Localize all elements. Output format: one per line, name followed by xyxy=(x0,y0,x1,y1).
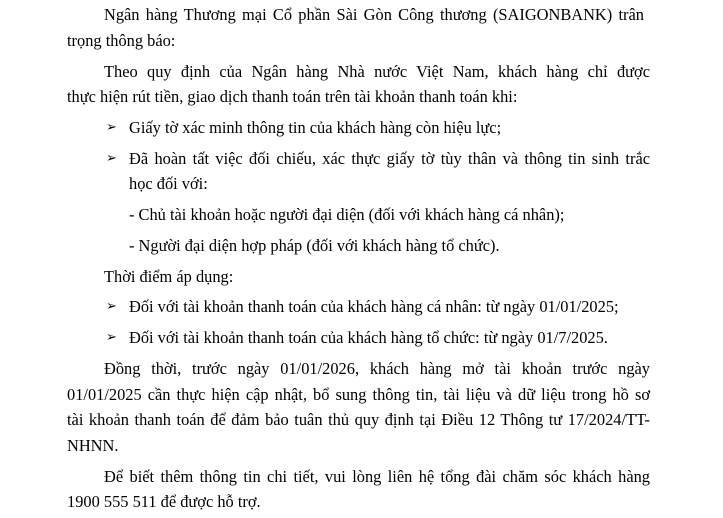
regulation-line-2: thực hiện rút tiền, giao dịch thanh toán trên tài khoản thanh toán khi: xyxy=(67,87,518,106)
condition-item-2-line-1: Đã hoàn tất việc đối chiếu, xác thực giấy tờ tùy thân và thông tin sinh trắc xyxy=(129,149,650,168)
condition-sub-item-2: - Người đại diện hợp pháp (đối với khách hàng tổ chức). xyxy=(129,236,500,255)
contact-line-2: 1900 555 511 để được hỗ trợ. xyxy=(67,492,261,511)
intro-line-1: Ngân hàng Thương mại Cổ phần Sài Gòn Công thương (SAIGONBANK) trân xyxy=(104,5,644,24)
timing-item-1: Đối với tài khoản thanh toán của khách hàng cá nhân: từ ngày 01/01/2025; xyxy=(129,297,619,316)
arrow-bullet-icon: ➢ xyxy=(106,299,117,314)
update-line-2: 01/01/2025 cần thực hiện cập nhật, bổ sung thông tin, tài liệu và dữ liệu trong hồ sơ xyxy=(67,385,650,404)
condition-item-1: Giấy tờ xác minh thông tin của khách hàng còn hiệu lực; xyxy=(129,118,502,137)
contact-line-1: Để biết thêm thông tin chi tiết, vui lòng liên hệ tổng đài chăm sóc khách hàng xyxy=(104,467,650,486)
timing-heading: Thời điểm áp dụng: xyxy=(104,267,234,286)
update-line-1: Đồng thời, trước ngày 01/01/2026, khách hàng mở tài khoản trước ngày xyxy=(104,359,650,378)
timing-item-2: Đối với tài khoản thanh toán của khách hàng tổ chức: từ ngày 01/7/2025. xyxy=(129,328,608,347)
arrow-bullet-icon: ➢ xyxy=(106,120,117,135)
update-line-3: tài khoản thanh toán để đảm bảo tuân thủ quy định tại Điều 12 Thông tư 17/2024/TT- xyxy=(67,410,650,429)
intro-line-2: trọng thông báo: xyxy=(67,31,176,50)
update-line-4: NHNN. xyxy=(67,436,119,455)
arrow-bullet-icon: ➢ xyxy=(106,330,117,345)
arrow-bullet-icon: ➢ xyxy=(106,151,117,166)
regulation-line-1: Theo quy định của Ngân hàng Nhà nước Việt Nam, khách hàng chỉ được xyxy=(104,62,650,81)
condition-sub-item-1: - Chủ tài khoản hoặc người đại diện (đối với khách hàng cá nhân); xyxy=(129,205,565,224)
condition-item-2-line-2: học đối với: xyxy=(129,174,208,193)
